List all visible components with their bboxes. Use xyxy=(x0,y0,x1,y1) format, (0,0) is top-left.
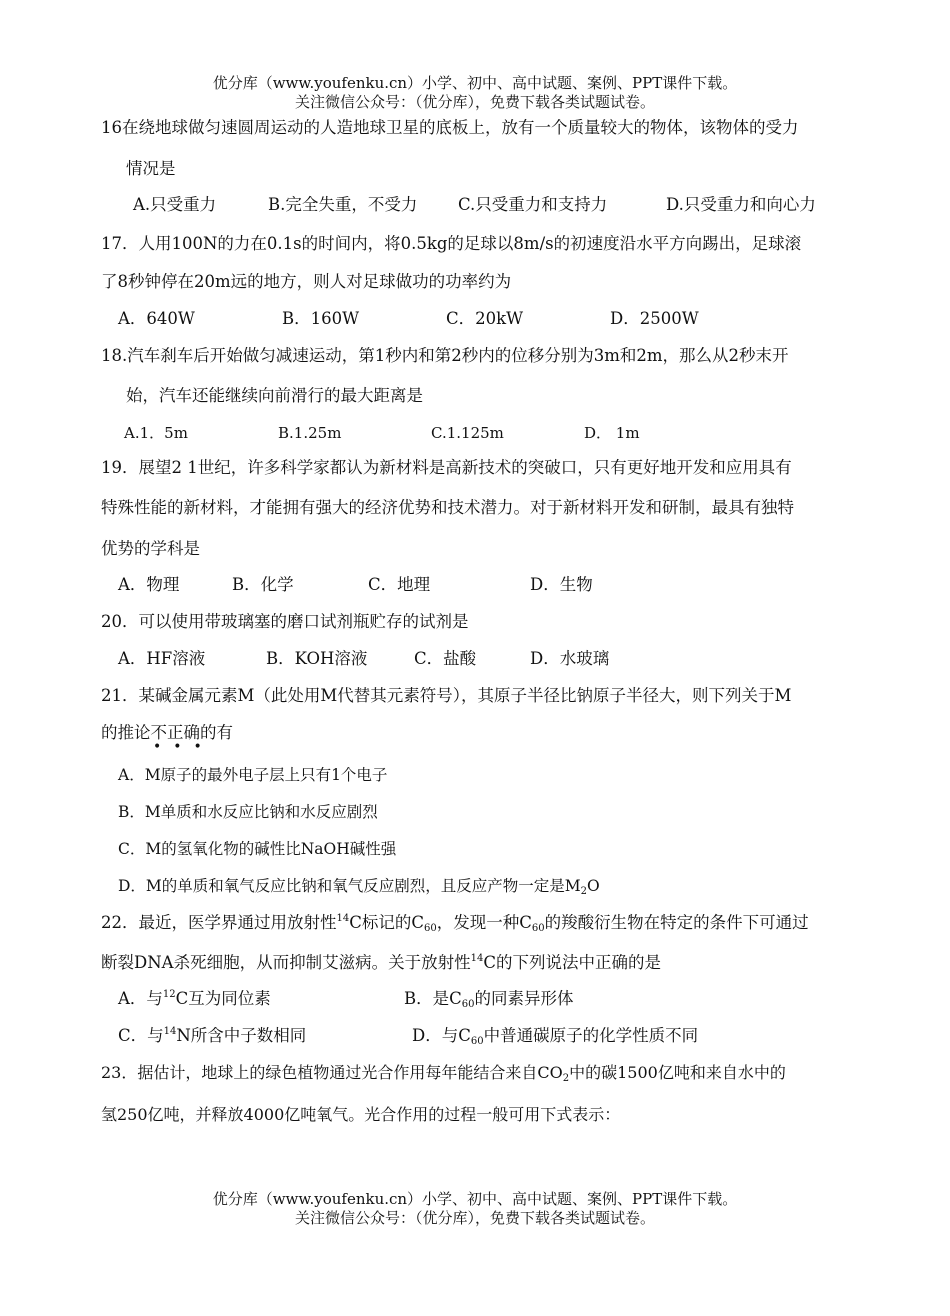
q20-option-c: C．盐酸 xyxy=(414,649,477,668)
q16-stem-line-1: 16在绕地球做匀速圆周运动的人造地球卫星的底板上，放有一个质量较大的物体，该物体的受力 xyxy=(101,118,799,137)
q22-text: 断裂DNA杀死细胞，从而抑制艾滋病。关于放射性 xyxy=(101,953,471,972)
q16-option-a: A.只受重力 xyxy=(133,195,217,214)
q19-stem-line-3: 优势的学科是 xyxy=(101,539,200,558)
q22-option-b-text: B．是C xyxy=(404,989,462,1008)
q21-stem-line-1: 21．某碱金属元素M（此处用M代替其元素符号），其原子半径比钠原子半径大，则下列关于M xyxy=(101,686,792,705)
q23-stem-line-1 xyxy=(101,1062,786,1084)
q22-sub-60: 60 xyxy=(470,1036,484,1047)
q16-option-c: C.只受重力和支持力 xyxy=(458,195,608,214)
q21-emphasis-dots: ••• xyxy=(153,739,214,755)
q19-option-b: B．化学 xyxy=(232,575,294,594)
q22-sup-14: 14 xyxy=(336,913,350,924)
q22-sub-60: 60 xyxy=(461,999,475,1010)
q17-stem-line-2: 了8秒钟停在20m远的地方，则人对足球做功的功率约为 xyxy=(101,272,512,291)
q19-option-c: C．地理 xyxy=(368,575,431,594)
q20-option-d: D．水玻璃 xyxy=(530,649,610,668)
q22-option-a-text: C互为同位素 xyxy=(175,989,271,1008)
q20-option-a: A．HF溶液 xyxy=(118,649,206,668)
q19-option-d: D．生物 xyxy=(530,575,593,594)
q18-option-c: C.1.125m xyxy=(431,424,504,442)
footer-line-1: 优分库（www.youfenku.cn）小学、初中、高中试题、案例、PPT课件下载。 xyxy=(212,1190,738,1208)
q22-option-d-text: D．与C xyxy=(412,1026,471,1045)
q23-stem-line-2: 氢250亿吨，并释放4000亿吨氧气。光合作用的过程一般可用下式表示： xyxy=(101,1105,621,1124)
q19-stem-line-2: 特殊性能的新材料，才能拥有强大的经济优势和技术潜力。对于新材料开发和研制，最具有独特 xyxy=(101,498,794,517)
q23-text: 中的碳1500亿吨和来自水中的 xyxy=(569,1063,786,1082)
q23-sub-2: 2 xyxy=(562,1073,570,1084)
q22-option-c-text: C．与 xyxy=(118,1026,164,1045)
header-line-2: 关注微信公众号：（优分库），免费下载各类试题试卷。 xyxy=(294,93,655,111)
q22-sup-12: 12 xyxy=(162,989,176,1000)
q20-stem: 20．可以使用带玻璃塞的磨口试剂瓶贮存的试剂是 xyxy=(101,612,469,631)
q17-option-a: A．640W xyxy=(118,309,195,328)
footer-line-2: 关注微信公众号：（优分库），免费下载各类试题试卷。 xyxy=(294,1209,655,1227)
q21-option-d-text-end: O xyxy=(587,877,600,895)
q18-stem-line-1: 18.汽车刹车后开始做匀减速运动，第1秒内和第2秒内的位移分别为3m和2m，那么从2秒末开 xyxy=(101,346,789,365)
q16-option-b: B.完全失重，不受力 xyxy=(268,195,418,214)
q22-sup-14: 14 xyxy=(470,953,484,964)
q19-option-a: A．物理 xyxy=(118,575,180,594)
q21-option-d xyxy=(118,875,600,897)
q22-option-b-text: 的同素异形体 xyxy=(474,989,574,1008)
q19-stem-line-1: 19．展望2 1世纪，许多科学家都认为新材料是高新技术的突破口，只有更好地开发和应用具有 xyxy=(101,458,792,477)
q22-sub-60: 60 xyxy=(531,923,545,934)
q17-option-c: C．20kW xyxy=(446,309,524,328)
q17-option-b: B．160W xyxy=(282,309,360,328)
q21-stem-line-2: 的推论不正确的有 xyxy=(101,723,233,742)
q22-stem-line-1 xyxy=(101,912,809,934)
q22-text: C的下列说法中正确的是 xyxy=(483,953,661,972)
page-header xyxy=(0,74,950,112)
q18-stem-line-2: 始，汽车还能继续向前滑行的最大距离是 xyxy=(126,386,423,405)
q22-text: C标记的C xyxy=(349,913,424,932)
q22-sub-60: 60 xyxy=(423,923,437,934)
q18-option-a: A.1．5m xyxy=(124,424,188,442)
q21-option-b: B．M单质和水反应比钠和水反应剧烈 xyxy=(118,803,378,821)
q22-text: 的羧酸衍生物在特定的条件下可通过 xyxy=(544,913,809,932)
q17-option-d: D．2500W xyxy=(610,309,699,328)
q22-text: ，发现一种C xyxy=(436,913,532,932)
q22-stem-line-2 xyxy=(101,952,661,974)
q16-option-d: D.只受重力和向心力 xyxy=(666,195,816,214)
header-line-1: 优分库（www.youfenku.cn）小学、初中、高中试题、案例、PPT课件下载。 xyxy=(212,74,738,92)
q21-option-a: A．M原子的最外电子层上只有1个电子 xyxy=(118,766,388,784)
q22-option-c xyxy=(118,1025,306,1047)
q18-option-b: B.1.25m xyxy=(278,424,342,442)
q22-option-a-text: A．与 xyxy=(118,989,163,1008)
q22-option-d xyxy=(412,1025,698,1047)
q17-stem-line-1: 17．人用100N的力在0.1s的时间内，将0.5kg的足球以8m/s的初速度沿水平方向踢出，足球滚 xyxy=(101,234,802,253)
q16-stem-line-2: 情况是 xyxy=(126,159,176,178)
q21-option-c: C．M的氢氧化物的碱性比NaOH碱性强 xyxy=(118,840,397,858)
q20-option-b: B．KOH溶液 xyxy=(266,649,368,668)
q21-option-d-text: D．M的单质和氧气反应比钠和氧气反应剧烈，且反应产物一定是M xyxy=(118,877,581,895)
q21-option-d-subscript: 2 xyxy=(580,886,588,897)
q22-option-a xyxy=(118,988,271,1010)
q22-option-c-text: N所含中子数相同 xyxy=(176,1026,307,1045)
q22-sup-14: 14 xyxy=(163,1026,177,1037)
q22-option-b xyxy=(404,988,573,1010)
q18-option-d: D． 1m xyxy=(584,424,640,442)
q22-option-d-text: 中普通碳原子的化学性质不同 xyxy=(483,1026,699,1045)
q22-text: 22．最近，医学界通过用放射性 xyxy=(101,913,337,932)
page-footer xyxy=(0,1190,950,1228)
q23-text: 23．据估计，地球上的绿色植物通过光合作用每年能结合来自CO xyxy=(101,1063,563,1082)
